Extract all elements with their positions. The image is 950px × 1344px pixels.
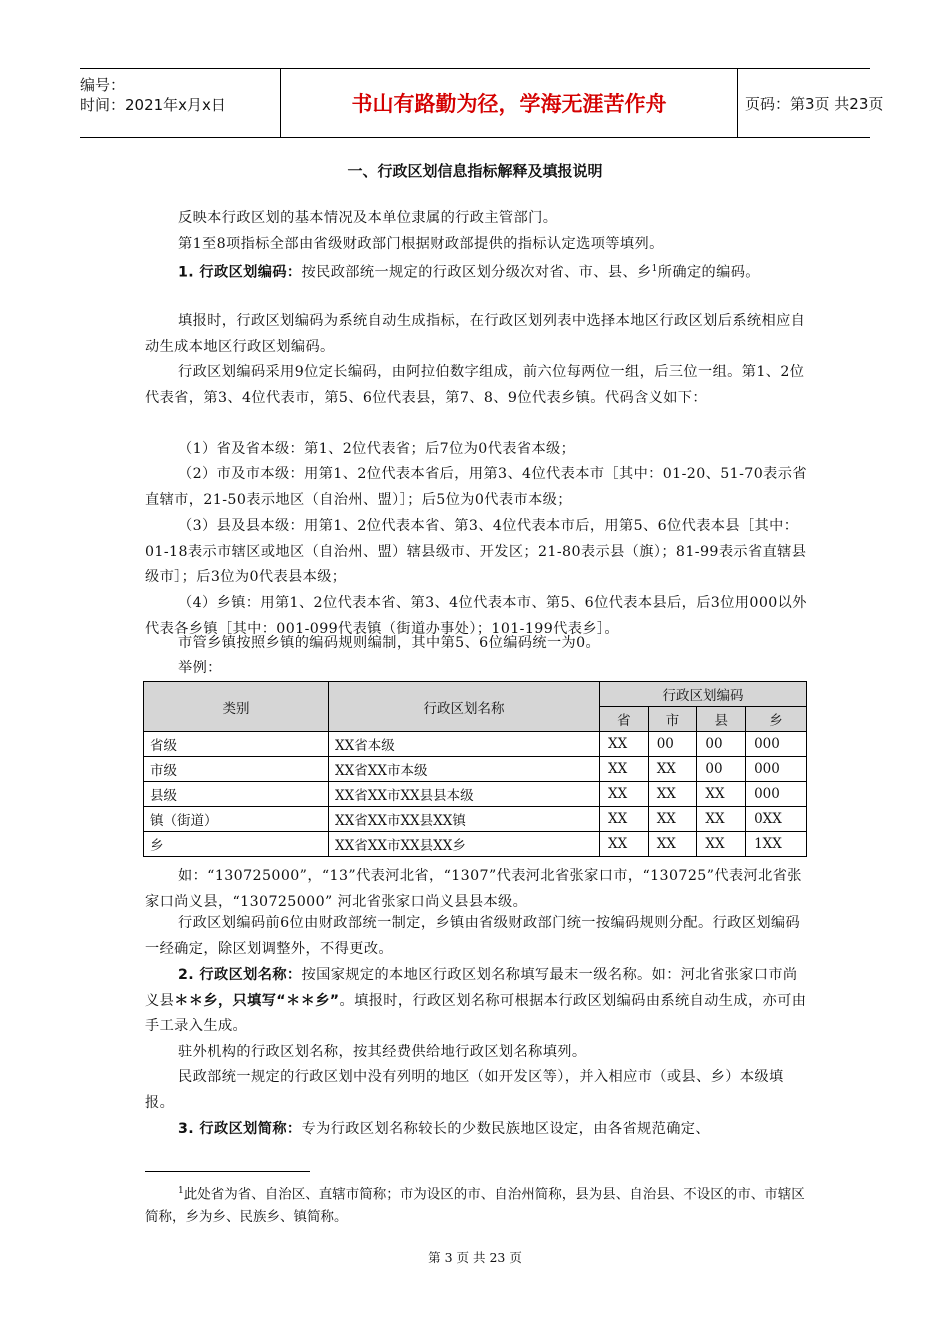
header-time: 时间：2021年x月x日 — [80, 96, 226, 114]
header-meta — [80, 69, 280, 143]
table-row: 乡 XX省XX市XX县XX乡 XX XX XX 1XX — [144, 832, 807, 857]
header-number: 编号： — [80, 76, 126, 94]
para-name-def: 2. 行政区划名称：按国家规定的本地区行政区划名称填写最末一级名称。如：河北省张家口市尚义县＊＊乡，只填写“＊＊乡”。填报时，行政区划名称可根据本行政区划编码由系统自动生成，亦可由手工录入生成。 — [145, 967, 807, 1035]
para-code-assign: 行政区划编码前6位由财政部统一制定，乡镇由省级财政部门统一按编码规则分配。行政区划编码一经确定，除区划调整外，不得更改。 — [145, 915, 801, 957]
para-rule-township: （4）乡镇：用第1、2位代表本省、第3、4位代表本市、第5、6位代表本县后，后3位用000以外代表各乡镇［其中：001-099代表镇（街道办事处）；101-199代表乡］。 — [145, 595, 807, 637]
footnote: $^1$此处省为省、自治区、直辖市简称；市为设区的市、自治州简称，县为县、自治县、不设区的市、市辖区简称，乡为乡、民族乡、镇简称。 — [145, 1186, 805, 1225]
th-category: 类别 — [144, 682, 329, 732]
para-rule-city: （2）市及市本级：用第1、2位代表本省后，用第3、4位代表本市［其中：01-20、51-70表示省直辖市，21-50表示地区（自治州、盟）］；后5位为0代表市本级； — [145, 466, 807, 508]
para-code-fill: 填报时，行政区划编码为系统自动生成指标，在行政区划列表中选择本地区行政区划后系统相应自动生成本地区行政区划编码。 — [145, 313, 806, 355]
para-rule-province: （1）省及省本级：第1、2位代表省；后7位为0代表省本级； — [178, 441, 576, 457]
table-row: 镇（街道） XX省XX市XX县XX镇 XX XX XX 0XX — [144, 807, 807, 832]
page-header — [80, 68, 884, 138]
para-rule-county: （3）县及县本级：用第1、2位代表本省、第3、4位代表本市后，用第5、6位代表本县［其中：01-18表示市辖区或地区（自治州、盟）辖县级市、开发区；21-80表示县（旗）；81-99表示省直辖县级市］；后3位为0代表县本级； — [145, 518, 807, 586]
table-row: 市级 XX省XX市本级 XX XX 00 000 — [144, 757, 807, 782]
term-short: 3. 行政区划简称： — [178, 1121, 302, 1137]
para-code-def: 1. 行政区划编码：按民政部统一规定的行政区划分级次对省、市、县、乡$^1$所确定的编码。 — [178, 264, 760, 281]
code-example-table — [143, 681, 807, 857]
table-row: 县级 XX省XX市XX县县本级 XX XX XX 000 — [144, 782, 807, 807]
term-name: 2. 行政区划名称： — [178, 967, 302, 983]
para-intro: 反映本行政区划的基本情况及本单位隶属的行政主管部门。 — [178, 210, 558, 226]
th-sub-county: 县 — [697, 707, 746, 732]
para-short-def: 3. 行政区划简称：专为行政区划名称较长的少数民族地区设定，由各省规范确定、 — [178, 1121, 710, 1137]
para-fill-rule: 第1至8项指标全部由省级财政部门根据财政部提供的指标认定选项等填列。 — [178, 236, 664, 252]
para-example-text: 如：“130725000”，“13”代表河北省，“1307”代表河北省张家口市，“130725”代表河北省张家口尚义县，“130725000” 河北省张家口尚义县县本级。 — [145, 868, 802, 910]
term-code: 1. 行政区划编码： — [178, 264, 302, 281]
footnote-ref: 1 — [651, 264, 658, 274]
th-name: 行政区划名称 — [329, 682, 600, 732]
para-overseas: 驻外机构的行政区划名称，按其经费供给地行政区划名称填列。 — [178, 1044, 587, 1060]
th-code: 行政区划编码 — [600, 682, 807, 707]
para-city-town: 市管乡镇按照乡镇的编码规则编制，其中第5、6位编码统一为0。 — [178, 635, 601, 651]
table-row: 省级 XX省本级 XX 00 00 000 — [144, 732, 807, 757]
page-number: 第 3 页 共 23 页 — [428, 1250, 522, 1265]
th-sub-city: 市 — [648, 707, 697, 732]
section-title: 一、行政区划信息指标解释及填报说明 — [347, 162, 603, 180]
header-page: 页码：第3页 共23页 — [745, 94, 884, 113]
para-unlisted: 民政部统一规定的行政区划中没有列明的地区（如开发区等），并入相应市（或县、乡）本级填报。 — [145, 1069, 784, 1111]
para-code-format: 行政区划编码采用9位定长编码，由阿拉伯数字组成，前六位每两位一组，后三位一组。第1、2位代表省，第3、4位代表市，第5、6位代表县，第7、8、9位代表乡镇。代码含义如下： — [145, 364, 805, 406]
th-sub-province: 省 — [600, 707, 649, 732]
th-sub-township: 乡 — [746, 707, 807, 732]
header-motto: 书山有路勤为径，学海无涯苦作舟 — [280, 69, 738, 137]
para-example-label: 举例： — [178, 660, 222, 676]
footnote-divider — [145, 1171, 310, 1172]
